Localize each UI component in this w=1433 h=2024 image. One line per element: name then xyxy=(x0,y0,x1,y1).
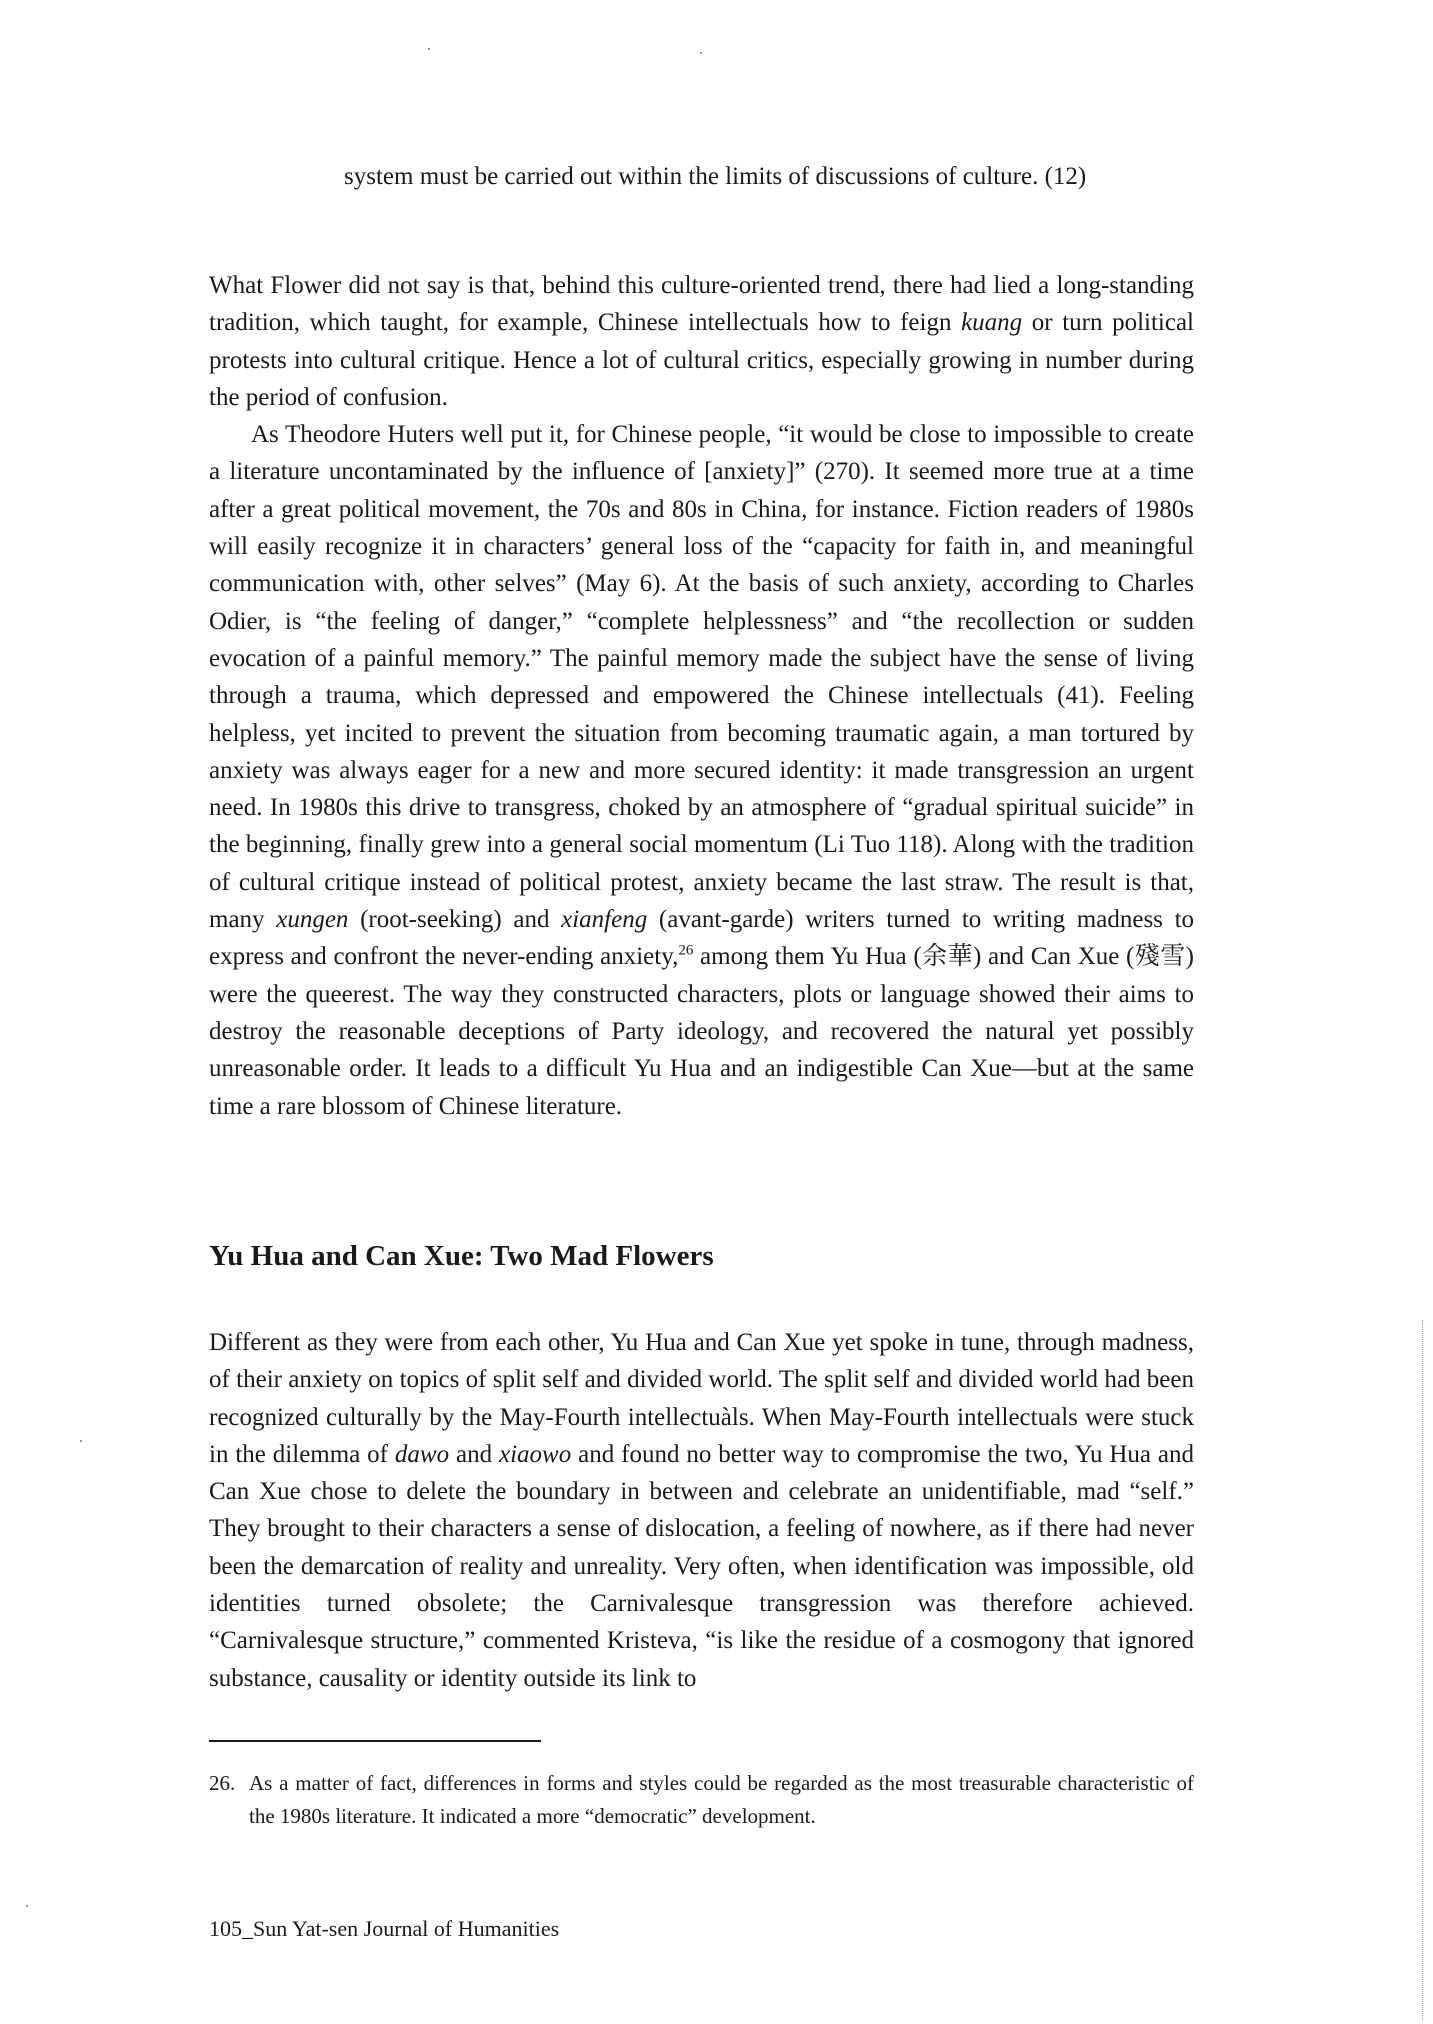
body-text-section-1 xyxy=(209,267,1194,1125)
term-xungen: xungen xyxy=(276,906,349,934)
footnote-text: As a matter of fact, differences in forms and styles could be regarded as the most treasurable characteristic of the 1980s literature. It indicated a more “democratic” development. xyxy=(249,1771,1194,1828)
term-kuang: kuang xyxy=(961,309,1023,337)
footnote-reference: 26 xyxy=(678,943,694,960)
section-heading: Yu Hua and Can Xue: Two Mad Flowers xyxy=(209,1240,714,1272)
term-xiaowo: xiaowo xyxy=(499,1440,572,1468)
footnote-divider xyxy=(209,1740,541,1742)
term-dawo: dawo xyxy=(394,1440,450,1468)
scan-speck xyxy=(80,1440,82,1442)
paragraph-two-mad-flowers: Different as they were from each other, Yu Hua and Can Xue yet spoke in tune, through madness, of their anxiety on topics of split self and divided world. The split self and divided world had been recognized culturally by the May-Fourth intellectuàls. When May-Fourth intellectuals were stuck in the dilemma of dawo and xiaowo and found no better way to compromise the two, Yu Hua and Can Xue chose to delete the boundary in between and celebrate an unidentifiable, mad “self.” They brought to their characters a sense of dislocation, a feeling of nowhere, as if there had never been the demarcation of reality and unreality. Very often, when identification was impossible, old identities turned obsolete; the Carnivalesque transgression was therefore achieved. “Carnivalesque structure,” commented Kristeva, “is like the residue of a cosmogony that ignored substance, causality or identity outside its link to xyxy=(209,1329,1194,1692)
body-text-section-2 xyxy=(209,1324,1194,1697)
block-quotation xyxy=(344,158,1124,195)
footnote-number: 26. xyxy=(209,1771,236,1795)
footnote-26 xyxy=(209,1767,1194,1833)
page-footer: 105_Sun Yat-sen Journal of Humanities xyxy=(209,1916,560,1941)
term-xianfeng: xianfeng xyxy=(561,906,648,934)
scan-speck xyxy=(26,1905,28,1907)
paragraph-anxiety: As Theodore Huters well put it, for Chinese people, “it would be close to impossible to create a literature uncontaminated by the influence of [anxiety]” (270). It seemed more true at a time after a great political movement, the 70s and 80s in China, for instance. Fiction readers of 1980s will easily recognize it in characters’ general loss of the “capacity for faith in, and meaningful communication with, other selves” (May 6). At the basis of such anxiety, according to Charles Odier, is “the feeling of danger,” “complete helplessness” and “the recollection or sudden evocation of a painful memory.” The painful memory made the subject have the sense of living through a trauma, which depressed and empowered the Chinese intellectuals (41). Feeling helpless, yet incited to prevent the situation from becoming traumatic again, a man tortured by anxiety was always eager for a new and more secured identity: it made transgression an urgent need. In 1980s this drive to transgress, choked by an atmosphere of “gradual spiritual suicide” in the beginning, finally grew into a general social momentum (Li Tuo 118). Along with the tradition of cultural critique instead of political protest, anxiety became the last straw. The result is that, many xungen (root-seeking) and xianfeng (avant-garde) writers turned to writing madness to express and confront the never-ending anxiety,$^{26}$ among them Yu Hua (余華) and Can Xue (殘雪) were the queerest. The way they constructed characters, plots or language showed their aims to destroy the reasonable deceptions of Party ideology, and recovered the natural yet possibly unreasonable order. It leads to a difficult Yu Hua and an indigestible Can Xue—but at the same time a rare blossom of Chinese literature. xyxy=(209,421,1195,1120)
paragraph-flower-tradition: What Flower did not say is that, behind this culture-oriented trend, there had lied a long-standing tradition, which taught, for example, Chinese intellectuals how to feign kuang or turn political protests into cultural critique. Hence a lot of cultural critics, especially growing in number during the period of confusion. xyxy=(209,272,1194,411)
scan-speck xyxy=(700,52,702,54)
scan-speck xyxy=(428,48,430,50)
block-quotation-text: system must be carried out within the limits of discussions of culture. (12) xyxy=(344,163,1087,190)
scan-edge-artifact xyxy=(1422,1320,1423,2020)
